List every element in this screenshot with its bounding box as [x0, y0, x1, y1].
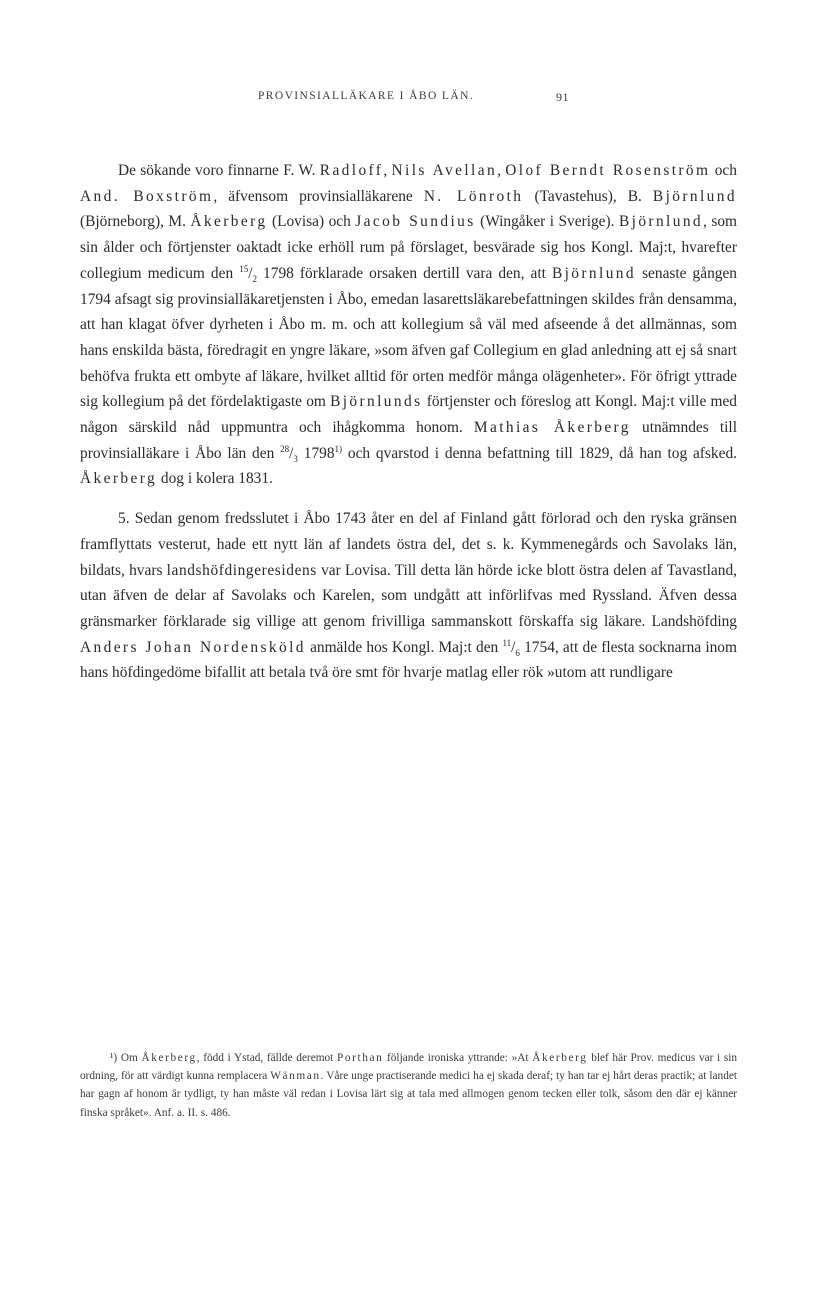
person-name: Nils Avellan: [391, 162, 498, 179]
date-numerator: 15: [239, 263, 249, 274]
text-run: 1754, att de flesta socknarna inom hans höfdingedöme bifallit att betala två öre smt för hvarje matlag eller rök »utom att rundligare: [80, 638, 737, 682]
person-name: Björnlunds: [330, 393, 423, 411]
person-name: Åkerberg: [80, 470, 158, 488]
text-run: senaste gången 1794 afsagt sig provinsialläkaretjensten i Åbo, emedan lasarettsläkarebefattningen skildes från densamma, att han klagat öfver dyrheten i Åbo m. m. och att kollegium så väl med afseende å det allmännas, som hans enskilda bästa, föredragit en yngre läkare, »som äfven gaf Collegium en glad anledning att ej så snart behöfva frukta ett ombyte af läkare, hvilket alltid för orten medför många olägenheter». För öfrigt yttrade sig kollegium på det fördelaktigaste om: [80, 264, 737, 411]
text-run: 1798 förklarade orsaken dertill vara den, att: [263, 264, 546, 282]
paragraph-2: 5. Sedan genom fredsslutet i Åbo 1743 åter en del af Finland gått förlorad och den ryska gränsen framflyttats vesterut, hade ett nytt län af landets östra del, det s. k. Kymmenegårds och Savolaks län, bildats, hvars landshöfdingeresidens var Lovisa. Till detta län hörde icke blott östra delen af Tavastland, utan äfven de delar af Savolaks och Karelen, som undgått att införlifvas med Ryssland. Äfven dessa gränsmarker förklarade sig villige att genom frivilliga sammanskott förskaffa sig läkare. Landshöfding Anders Johan Nordensköld anmälde hos Kongl. Maj:t den $^{11}/_6$ 1754, att de flesta socknarna inom hans höfdingedöme bifallit att betala två öre smt för hvarje matlag eller rök »utom att rundligare: [80, 510, 737, 682]
person-name: Mathias Åkerberg: [473, 419, 631, 437]
person-name: Radloff: [319, 162, 384, 179]
person-name: Jacob Sundius: [355, 213, 476, 231]
text-run: ,: [383, 162, 388, 179]
person-name: Anders Johan Nordensköld: [80, 638, 306, 656]
date-denominator: 2: [252, 273, 257, 284]
text-run: (Lovisa) och: [271, 213, 351, 231]
text-run: , född i Ystad, fällde deremot: [196, 1052, 334, 1064]
text-run: var Lovisa. Till detta län hörde icke blott östra delen af Tavastland, utan äfven de delar af Savolaks och Karelen, som undgått att införlifvas med Ryssland. Äfven dessa gränsmarker förklarade sig villige att genom frivilliga sammanskott förskaffa sig läkare. Landshöfding: [80, 561, 737, 630]
text-run: 1798: [303, 444, 335, 462]
paragraph-1: De sökande voro finnarne F. W. Radloff, Nils Avellan, Olof Berndt Rosenström och And. Boxström, äfvensom provinsialläkarene N. Lönroth (Tavastehus), B. Björnlund (Björneborg), M. Åkerberg (Lovisa) och Jacob Sundius (Wingåker i Sverige). Björnlund, som sin ålder och förtjenster oaktadt icke erhöll rum på förslaget, besvärade sig hos Kongl. Maj:t, hvarefter collegium medicum den $^{15}/_2$ 1798 förklarade orsaken dertill vara den, att Björnlund senaste gången 1794 afsagt sig provinsialläkaretjensten i Åbo, emedan lasarettsläkarebefattningen skildes från densamma, att han klagat öfver dyrheten i Åbo m. m. och att kollegium så väl med afseende å det allmännas, som hans enskilda bästa, föredragit en yngre läkare, »som äfven gaf Collegium en glad anledning att ej så snart behöfva frukta ett ombyte af läkare, hvilket alltid för orten medför många olägenheter». För öfrigt yttrade sig kollegium på det fördelaktigaste om Björnlunds förtjenster och föreslog att Kongl. Maj:t ville med någon särskild nåd uppmuntra och ihågkomma honom. Mathias Åkerberg utnämndes till provinsialläkare i Åbo län den $^{28}/_3$ 1798$^{1)}$ och qvarstod i denna befattning till 1829, då han tog afsked. Åkerberg dog i kolera 1831.: [80, 162, 737, 488]
person-name: Åkerberg: [190, 213, 268, 231]
page-number: 91: [556, 90, 569, 104]
text-run: De sökande voro finnarne F. W.: [118, 162, 316, 179]
spaced-word: landshöfdingeresidens: [166, 561, 317, 579]
main-text: [80, 158, 737, 686]
text-run: , äfvensom provinsialläkarene: [213, 187, 413, 205]
footnote-1: [80, 1049, 737, 1122]
text-run: (Björneborg), M.: [80, 213, 186, 231]
date-denominator: 3: [293, 453, 298, 464]
text-run: . Våre unge practiserande medici ha ej skada deraf; ty han tar ej hårt deras practik; at landet har gagn af honom är tydligt, ty han måste väl redan i Lovisa lärt sig at tala med allmogen genom tecken eller tolk, såsom den där ej känner finska språket». Anf. a. II. s. 486.: [80, 1070, 738, 1119]
person-name: And. Boxström: [80, 187, 214, 205]
text-run: följande ironiska yttrande: »At: [387, 1052, 529, 1064]
date-numerator: 28: [280, 443, 290, 454]
running-title: PROVINSIALLÄKARE I ÅBO LÄN.: [258, 90, 475, 102]
text-run: blef här Prov. medicus var i sin ordning, för att värdigt kunna remplacera: [80, 1052, 738, 1083]
footnotes: [80, 1049, 737, 1122]
running-header: [0, 90, 830, 110]
text-run: utnämndes till provinsialläkare i Åbo län den: [80, 419, 737, 462]
text-run: , som sin ålder och förtjenster oaktadt icke erhöll rum på förslaget, besvärade sig hos Kongl. Maj:t, hvarefter collegium medicum den: [80, 213, 737, 282]
person-name: Wänman: [270, 1070, 321, 1083]
footnote-reference[interactable]: 1): [334, 443, 343, 454]
text-run: dog i kolera 1831.: [160, 470, 273, 488]
text-run: (Tavastehus), B.: [534, 187, 642, 205]
person-name: Björnlund: [618, 213, 704, 231]
text-run: (Wingåker i Sverige).: [480, 213, 615, 231]
person-name: N. Lönroth: [423, 187, 524, 205]
date-numerator: 11: [502, 637, 512, 648]
person-name: Olof Berndt Rosenström: [505, 162, 711, 179]
text-run: förtjenster och föreslog att Kongl. Maj:t ville med någon särskild nåd uppmuntra och ihågkomma honom.: [80, 393, 737, 437]
person-name: Åkerberg: [141, 1052, 197, 1064]
text-run: anmälde hos Kongl. Maj:t den: [310, 638, 499, 656]
date-denominator: 6: [515, 647, 520, 658]
person-name: Björnlund: [652, 187, 737, 205]
person-name: Björnlund: [551, 264, 636, 282]
footnote-mark: ¹): [110, 1052, 118, 1064]
text-run: Om: [120, 1052, 138, 1064]
text-run: och qvarstod i denna befattning till 1829, då han tog afsked.: [347, 444, 737, 462]
person-name: Åkerberg: [532, 1052, 588, 1064]
text-run: 5. Sedan genom fredsslutet i Åbo 1743 åter en del af Finland gått förlorad och den ryska gränsen framflyttats vesterut, hade ett nytt län af landets östra del, det s. k. Kymmenegårds och Savolaks län, bildats, hvars: [80, 510, 737, 579]
text-run: och: [714, 162, 737, 179]
person-name: Porthan: [336, 1052, 384, 1064]
text-run: ,: [497, 162, 501, 179]
